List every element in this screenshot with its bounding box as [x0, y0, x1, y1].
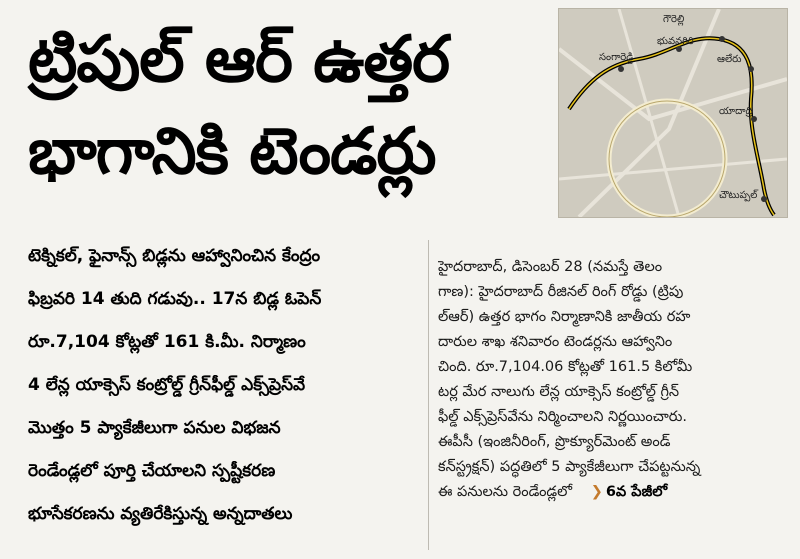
- continued-jump-link[interactable]: [591, 484, 667, 500]
- route-map: [558, 8, 788, 218]
- map-label-2: సంగారెడ్డి: [599, 52, 634, 63]
- highlights-list: [28, 246, 420, 547]
- jump-label: 6వ పేజీలో: [605, 484, 668, 500]
- map-label-4: ఆలేరు: [717, 54, 742, 65]
- highlight-item: మొత్తం 5 ప్యాకేజీలుగా పనుల విభజన: [28, 418, 281, 438]
- headline: [28, 14, 548, 198]
- body-line: దారుల శాఖ శనివారం టెండర్లను ఆహ్వానిం: [438, 334, 673, 350]
- body-line: టర్ల మేర నాలుగు లేన్ల యాక్సెస్ కంట్రోల్డ్ గ్రీన్: [438, 384, 680, 400]
- body-line: ఫీల్డ్ ఎక్స్‌ప్రెస్‌వేను నిర్మించాలని నిర్ణయించారు.: [438, 409, 687, 425]
- map-label-6: చౌటుప్పల్: [719, 190, 758, 201]
- article-body: [438, 255, 783, 505]
- highlight-item: ఫిబ్రవరి 14 తుది గడువు.. 17న బిడ్ల ఓపెన్: [28, 289, 322, 309]
- map-label-5: యాదాద్రి: [719, 106, 753, 117]
- body-line: కన్‌స్ట్రక్షన్) పద్ధతిలో 5 ప్యాకేజీలుగా చేపట్టనున్న: [438, 459, 701, 475]
- map-label-1: గౌరెల్లి: [663, 14, 685, 25]
- headline-line-2: భాగానికి టెండర్లు: [28, 115, 436, 189]
- highlight-item: భూసేకరణను వ్యతిరేకిస్తున్న అన్నదాతలు: [28, 504, 293, 524]
- body-last-line: [438, 480, 783, 505]
- column-divider: [428, 240, 429, 550]
- highlight-item: 4 లేన్ల యాక్సెస్ కంట్రోల్డ్ గ్రీన్‌ఫీల్డ్ ఎక్స్‌ప్రెస్‌వే: [28, 375, 306, 395]
- body-line: ఈపీసీ (ఇంజినీరింగ్, ప్రొక్యూర్‌మెంట్ అండ్: [438, 434, 671, 450]
- body-line: గాణ): హైదరాబాద్ రీజినల్ రింగ్ రోడ్డు (ట్రిపు: [438, 284, 684, 300]
- highlight-item: రెండేండ్లలో పూర్తి చేయాలని స్పష్టీకరణ: [28, 461, 276, 481]
- body-line: చింది. రూ.7,104.06 కోట్లతో 161.5 కిలోమీ: [438, 359, 693, 375]
- highlight-item: టెక్నికల్, ఫైనాన్స్ బిడ్లను ఆహ్వానించిన కేంద్రం: [28, 246, 321, 266]
- body-line: ల్ఆర్) ఉత్తర భాగం నిర్మాణానికి జాతీయ రహ: [438, 309, 691, 325]
- map-label-3: భువనగిరి: [657, 36, 694, 47]
- body-line: ఈ పనులను రెండేండ్లలో: [438, 484, 573, 500]
- headline-line-1: ట్రిపుల్ ఆర్ ఉత్తర: [28, 23, 450, 97]
- body-line: హైదరాబాద్, డిసెంబర్ 28 (నమస్తే తెలం: [438, 259, 663, 275]
- highlight-item: రూ.7,104 కోట్లతో 161 కి.మీ. నిర్మాణం: [28, 332, 306, 352]
- chevron-right-icon: ❯: [590, 484, 603, 500]
